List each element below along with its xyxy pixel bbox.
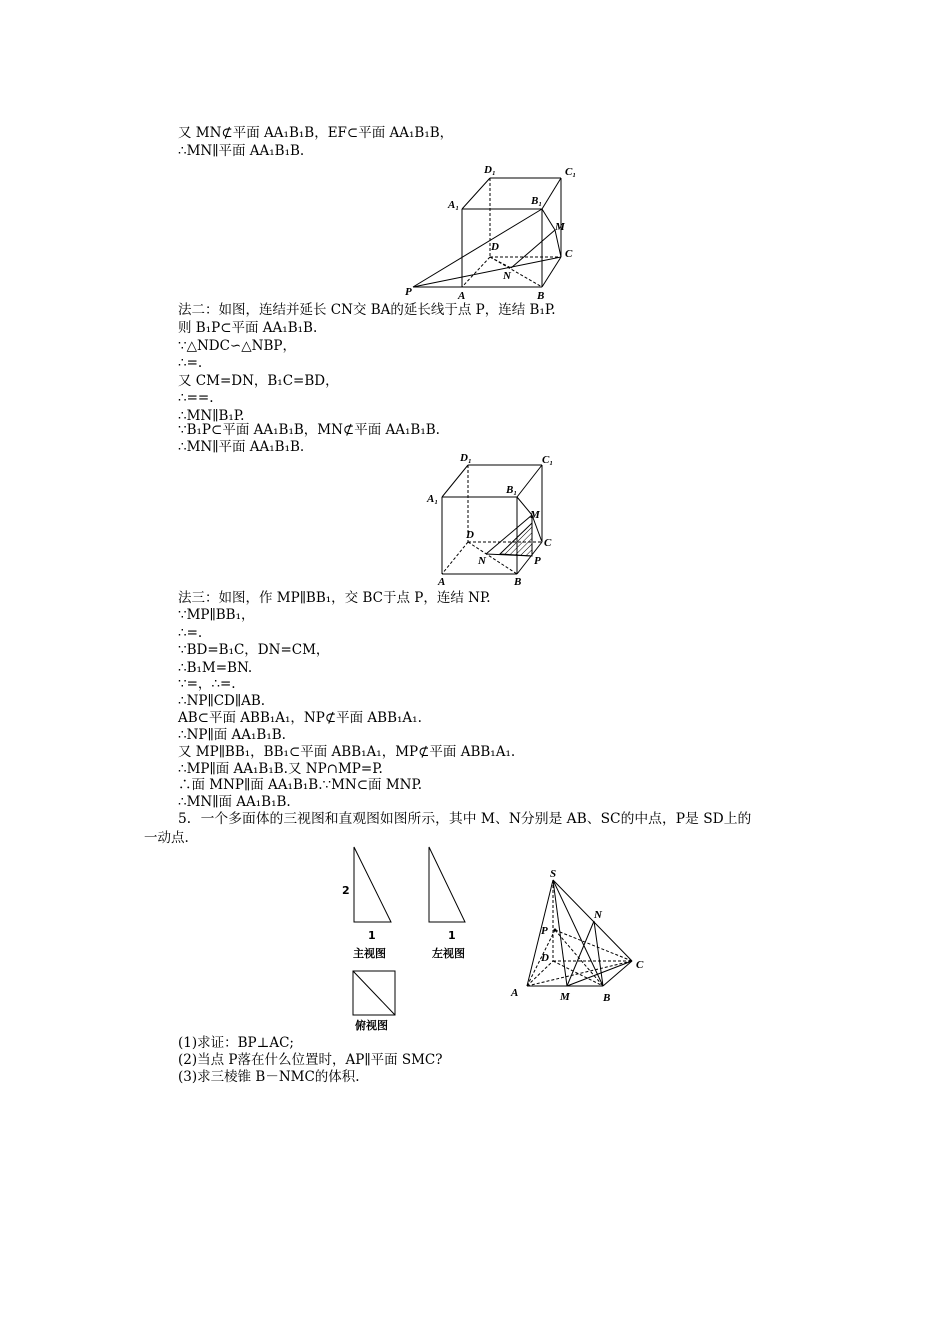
label-M: M — [530, 509, 540, 521]
text-line: ∵BD=B₁C，DN=CM， — [178, 642, 330, 658]
label-M: M — [555, 221, 565, 233]
text-line: ∵△NDC∽△NBP， — [178, 338, 296, 354]
text-line: 法三：如图，作 MP∥BB₁，交 BC于点 P，连结 NP. — [178, 590, 491, 606]
text-line: (2)当点 P落在什么位置时，AP∥平面 SMC? — [178, 1052, 443, 1068]
side-view-caption: 左视图 — [432, 947, 465, 960]
top-view-caption: 俯视图 — [355, 1019, 388, 1032]
label-C: C — [565, 248, 573, 260]
text-line: 又 MN⊄平面 AA₁B₁B，EF⊂平面 AA₁B₁B， — [178, 125, 454, 141]
text-line: 法二：如图，连结并延长 CN交 BA的延长线于点 P，连结 B₁P. — [178, 302, 556, 318]
label-P: P — [541, 925, 548, 937]
text-line: ∴==. — [178, 390, 214, 406]
text-line: ∴MN∥B₁P. — [178, 408, 245, 424]
pyramid-figure — [505, 868, 655, 1008]
text-line: ∴B₁M=BN. — [178, 660, 253, 676]
label-C: C — [636, 959, 644, 971]
label-B: B — [603, 992, 611, 1004]
label-A1: A₁ — [448, 199, 460, 211]
text-line: ∴NP∥CD∥AB. — [178, 693, 266, 709]
cube-figure-2 — [420, 452, 570, 592]
label-B1: B₁ — [506, 484, 518, 496]
front-view-caption: 主视图 — [353, 947, 386, 960]
label-D: D — [466, 529, 474, 541]
label-P: P — [534, 555, 541, 567]
text-line: ∴=. — [178, 625, 203, 641]
text-line: 5．一个多面体的三视图和直观图如图所示，其中 M、N分别是 AB、SC的中点，P是 SD上的 — [178, 811, 752, 827]
text-line: ∴MP∥面 AA₁B₁B.又 NP∩MP=P. — [178, 761, 383, 777]
text-line: ∴MN∥平面 AA₁B₁B. — [178, 143, 305, 159]
label-M: M — [560, 991, 570, 1003]
label-S: S — [550, 868, 557, 880]
text-line: ∵=，∴=. — [178, 676, 236, 692]
label-A: A — [458, 290, 466, 300]
label-D1: D₁ — [484, 164, 496, 176]
label-D: D — [491, 241, 499, 253]
text-line: ∵B₁P⊂平面 AA₁B₁B，MN⊄平面 AA₁B₁B. — [178, 422, 440, 438]
text-line: ∴=. — [178, 355, 203, 371]
label-B: B — [514, 576, 522, 588]
label-N: N — [594, 909, 602, 921]
front-height-label: 2 — [342, 884, 350, 897]
three-views-figure — [335, 842, 485, 1042]
label-C: C — [544, 537, 552, 549]
label-B: B — [537, 290, 545, 300]
cube-figure-1 — [395, 160, 595, 300]
text-line: AB⊂平面 ABB₁A₁，NP⊄平面 ABB₁A₁. — [178, 710, 422, 726]
text-line: ∴面 MNP∥面 AA₁B₁B.∵MN⊂面 MNP. — [178, 777, 423, 793]
text-line: ∴NP∥面 AA₁B₁B. — [178, 727, 286, 743]
text-line: ∴MN∥面 AA₁B₁B. — [178, 794, 291, 810]
label-C1: C₁ — [565, 166, 577, 178]
label-N: N — [478, 555, 486, 567]
text-line: 一动点. — [144, 830, 189, 846]
front-width-label: 1 — [368, 929, 376, 942]
side-width-label: 1 — [448, 929, 456, 942]
text-line: 又 MP∥BB₁，BB₁⊂平面 ABB₁A₁，MP⊄平面 ABB₁A₁. — [178, 744, 516, 760]
text-line: 又 CM=DN，B₁C=BD， — [178, 373, 339, 389]
label-N: N — [503, 270, 511, 282]
label-P: P — [405, 286, 412, 298]
label-A: A — [511, 987, 519, 999]
label-D1: D₁ — [460, 452, 472, 464]
label-D: D — [541, 952, 549, 964]
text-line: ∵MP∥BB₁， — [178, 607, 255, 623]
text-line: ∴MN∥平面 AA₁B₁B. — [178, 439, 305, 455]
text-line: (1)求证：BP⊥AC; — [178, 1035, 294, 1051]
label-B1: B₁ — [531, 195, 543, 207]
text-line: 则 B₁P⊂平面 AA₁B₁B. — [178, 320, 318, 336]
label-C1: C₁ — [542, 454, 554, 466]
label-A1: A₁ — [427, 493, 439, 505]
text-line: (3)求三棱锥 B－NMC的体积. — [178, 1069, 360, 1085]
label-A: A — [438, 576, 446, 588]
